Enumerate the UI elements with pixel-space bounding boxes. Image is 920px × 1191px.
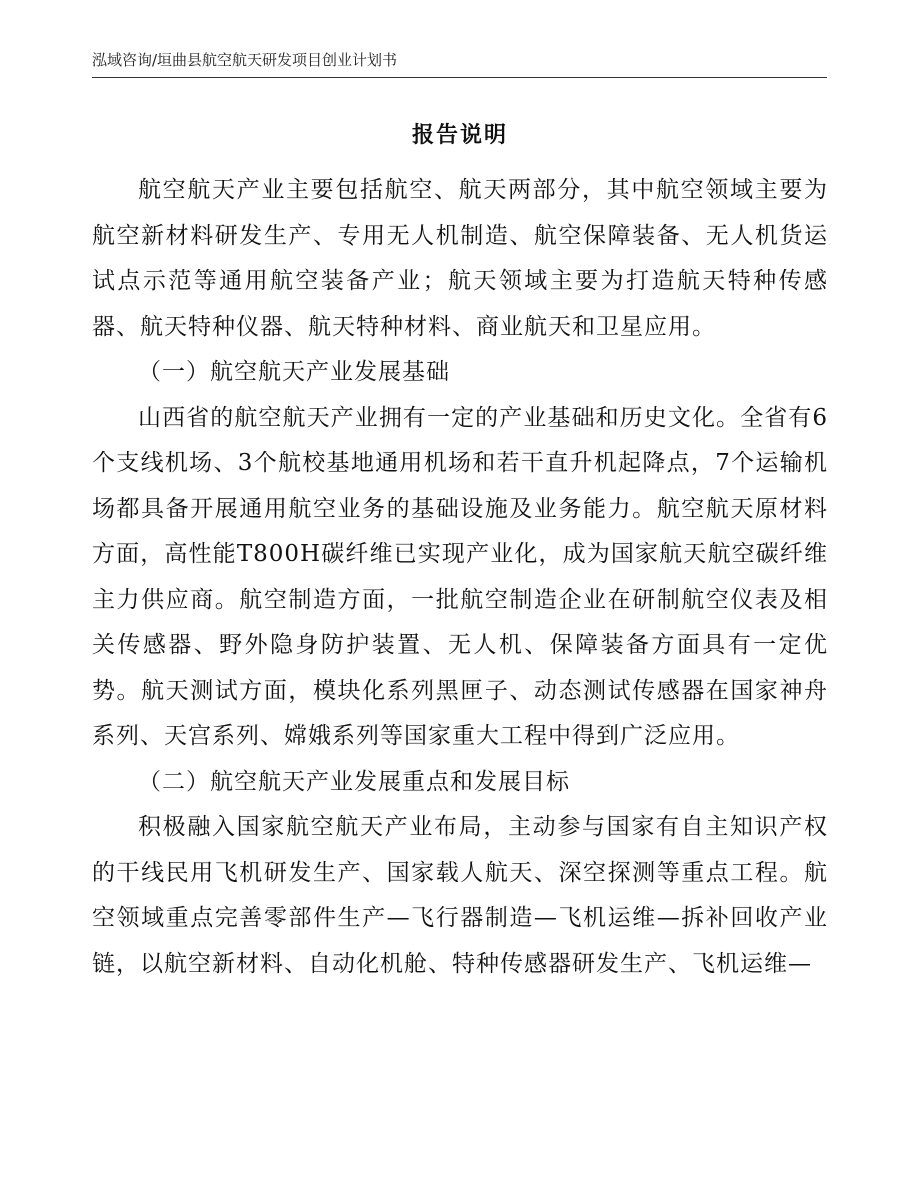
foundation-paragraph: 山西省的航空航天产业拥有一定的产业基础和历史文化。全省有6个支线机场、3个航校基地通用机场和若干直升机起降点，7个运输机场都具备开展通用航空业务的基础设施及业务能力。航空航天原材料方面，高性能T800H碳纤维已实现产业化，成为国家航天航空碳纤维主力供应商。航空制造方面，一批航空制造企业在研制航空仪表及相关传感器、野外隐身防护装置、无人机、保障装备方面具有一定优势。航天测试方面，模块化系列黑匣子、动态测试传感器在国家神舟系列、天宫系列、嫦娥系列等国家重大工程中得到广泛应用。 bbox=[92, 404, 828, 749]
section-heading-foundation: （一）航空航天产业发展基础 bbox=[138, 359, 450, 385]
page-title: 报告说明 bbox=[411, 123, 508, 148]
header-divider bbox=[92, 77, 827, 78]
priorities-paragraph: 积极融入国家航空航天产业布局，主动参与国家有自主知识产权的干线民用飞机研发生产、国家载人航天、深空探测等重点工程。航空领域重点完善零部件生产—飞行器制造—飞机运维—拆补回收产业链，以航空新材料、自动化机舱、特种传感器研发生产、飞机运维— bbox=[92, 814, 828, 977]
section-heading-priorities: （二）航空航天产业发展重点和发展目标 bbox=[138, 768, 570, 795]
intro-paragraph: 航空航天产业主要包括航空、航天两部分，其中航空领域主要为航空新材料研发生产、专用无人机制造、航空保障装备、无人机货运试点示范等通用航空装备产业；航天领域主要为打造航天特种传感器、航天特种仪器、航天特种材料、商业航天和卫星应用。 bbox=[92, 177, 828, 340]
running-header: 泓域咨询/垣曲县航空航天研发项目创业计划书 bbox=[92, 51, 398, 69]
document-body bbox=[92, 168, 828, 987]
